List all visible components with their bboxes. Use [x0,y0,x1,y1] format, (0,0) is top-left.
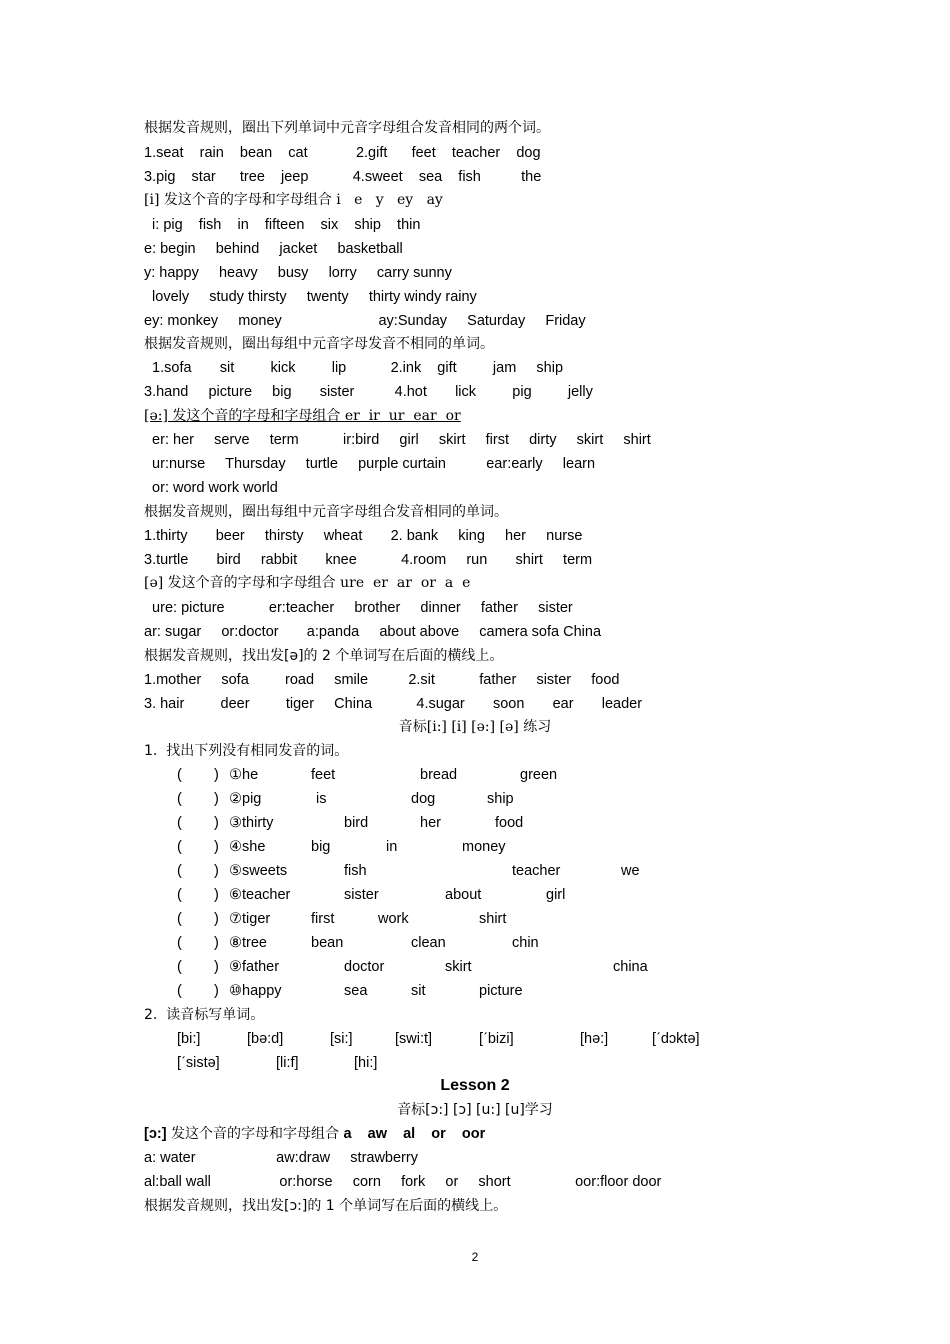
word-option: about [445,887,482,903]
exercise-line: 1.seat rain bean cat 2.gift feet teacher dog [144,145,541,161]
phonetic-item: [si:] [330,1031,353,1047]
example-line: er: her serve term ir:bird girl skirt first dirty skirt shirt [144,432,651,448]
example-line: al:ball wall or:horse corn fork or short oor:floor door [144,1174,662,1190]
word-option: clean [411,935,446,951]
word-option: bird [344,815,369,831]
lesson-subtitle: 音标[ɔ:] [ɔ] [u:] [u]学习 [397,1102,553,1118]
answer-bracket-close: ) [214,911,219,927]
answer-bracket-open: ( [177,815,182,831]
question-1-title: 1. 找出下列没有相同发音的词。 [144,743,349,759]
word-option: china [613,959,648,975]
answer-bracket-close: ) [214,935,219,951]
word-option: sit [411,983,426,999]
word-option: is [316,791,327,807]
word-option: ③thirty [229,815,274,831]
answer-bracket-open: ( [177,911,182,927]
answer-bracket-close: ) [214,959,219,975]
word-option: we [621,863,640,879]
phonetic-item: [swi:t] [395,1031,433,1047]
word-option: ⑧tree [229,935,267,951]
answer-bracket-close: ) [214,815,219,831]
word-option: work [378,911,409,927]
word-option: big [311,839,331,855]
answer-bracket-close: ) [214,887,219,903]
instruction-3: 根据发音规则，圈出每组中元音字母组合发音相同的单词。 [144,504,508,520]
example-line: e: begin behind jacket basketball [144,241,403,257]
word-option: her [420,815,441,831]
heading-text: 发这个音的字母和字母组合 [166,1126,344,1142]
question-2-title: 2. 读音标写单词。 [144,1007,265,1023]
section-heading-er-long: [ə:] 发这个音的字母和字母组合 er ir ur ear or [144,408,461,424]
instruction-5: 根据发音规则，找出发[ɔ:]的 1 个单词写在后面的横线上。 [144,1198,508,1214]
answer-bracket-open: ( [177,959,182,975]
exercise-line: 3.pig star tree jeep 4.sweet sea fish the [144,169,542,185]
answer-bracket-open: ( [177,791,182,807]
word-option: bread [420,767,458,783]
answer-bracket-open: ( [177,767,182,783]
instruction-2: 根据发音规则，圈出每组中元音字母发音不相同的单词。 [144,336,494,352]
answer-bracket-close: ) [214,863,219,879]
example-line: ure: picture er:teacher brother dinner father sister [144,600,573,616]
exercise-line: 1.mother sofa road smile 2.sit father sister food [144,672,620,688]
word-option: girl [546,887,566,903]
example-line: y: happy heavy busy lorry carry sunny [144,265,452,281]
exercise-line: 3. hair deer tiger China 4.sugar soon ear leader [144,696,643,712]
example-line: or: word work world [144,480,278,496]
phonetic-item: [ˊdɔktə] [652,1031,700,1047]
word-option: sister [344,887,379,903]
practice-title: 音标[i:] [i] [ə:] [ə] 练习 [398,719,552,735]
word-option: feet [311,767,336,783]
instruction-4: 根据发音规则，找出发[ə]的 2 个单词写在后面的横线上。 [144,648,504,664]
lesson-title: Lesson 2 [440,1077,510,1094]
word-option: doctor [344,959,385,975]
word-option: ⑨father [229,959,280,975]
phonetic-item: [hə:] [580,1031,609,1047]
instruction-1: 根据发音规则，圈出下列单词中元音字母组合发音相同的两个词。 [144,120,550,136]
word-option: skirt [445,959,472,975]
word-option: green [520,767,558,783]
answer-bracket-open: ( [177,839,182,855]
exercise-line: 1.thirty beer thirsty wheat 2. bank king her nurse [144,528,583,544]
example-line: ar: sugar or:doctor a:panda about above camera sofa China [144,624,602,640]
letter-combinations: a aw al or oor [343,1126,486,1142]
example-line: a: water aw:draw strawberry [144,1150,418,1166]
word-option: in [386,839,398,855]
example-line: ur:nurse Thursday turtle purple curtain ear:early learn [144,456,596,472]
word-option: teacher [512,863,561,879]
answer-bracket-close: ) [214,983,219,999]
phonetic-item: [ˊsistə] [177,1055,220,1071]
section-heading-aw [144,1124,485,1144]
phonetic-item: [hi:] [354,1055,378,1071]
word-option: ②pig [229,791,262,807]
word-option: fish [344,863,367,879]
answer-bracket-close: ) [214,767,219,783]
phonetic-item: [bi:] [177,1031,201,1047]
exercise-line: 1.sofa sit kick lip 2.ink gift jam ship [144,360,564,376]
word-option: ⑦tiger [229,911,271,927]
answer-bracket-close: ) [214,839,219,855]
answer-bracket-close: ) [214,791,219,807]
phonetic-item: [bə:d] [247,1031,284,1047]
word-option: ①he [229,767,259,783]
word-option: shirt [479,911,507,927]
section-heading-schwa: [ə] 发这个音的字母和字母组合 ure er ar or a e [144,575,471,591]
word-option: money [462,839,506,855]
word-option: food [495,815,524,831]
word-option: dog [411,791,436,807]
example-line: ey: monkey money ay:Sunday Saturday Friday [144,313,586,329]
word-option: ④she [229,839,266,855]
word-option: ⑤sweets [229,863,288,879]
word-option: ship [487,791,514,807]
answer-bracket-open: ( [177,935,182,951]
section-heading-i: [i] 发这个音的字母和字母组合 i e y ey ay [144,192,443,208]
word-option: first [311,911,335,927]
word-option: ⑩happy [229,983,282,999]
word-option: chin [512,935,539,951]
word-option: ⑥teacher [229,887,291,903]
phonetic-symbol: [ɔ:] [144,1126,167,1142]
answer-bracket-open: ( [177,983,182,999]
answer-bracket-open: ( [177,887,182,903]
example-line: lovely study thirsty twenty thirty windy rainy [144,289,477,305]
phonetic-item: [li:f] [276,1055,299,1071]
word-option: sea [344,983,368,999]
exercise-line: 3.turtle bird rabbit knee 4.room run shirt term [144,552,593,568]
phonetic-item: [ˊbizi] [479,1031,514,1047]
word-option: bean [311,935,344,951]
page-number: 2 [471,1250,479,1264]
exercise-line: 3.hand picture big sister 4.hot lick pig jelly [144,384,593,400]
answer-bracket-open: ( [177,863,182,879]
example-line: i: pig fish in fifteen six ship thin [144,217,421,233]
word-option: picture [479,983,523,999]
